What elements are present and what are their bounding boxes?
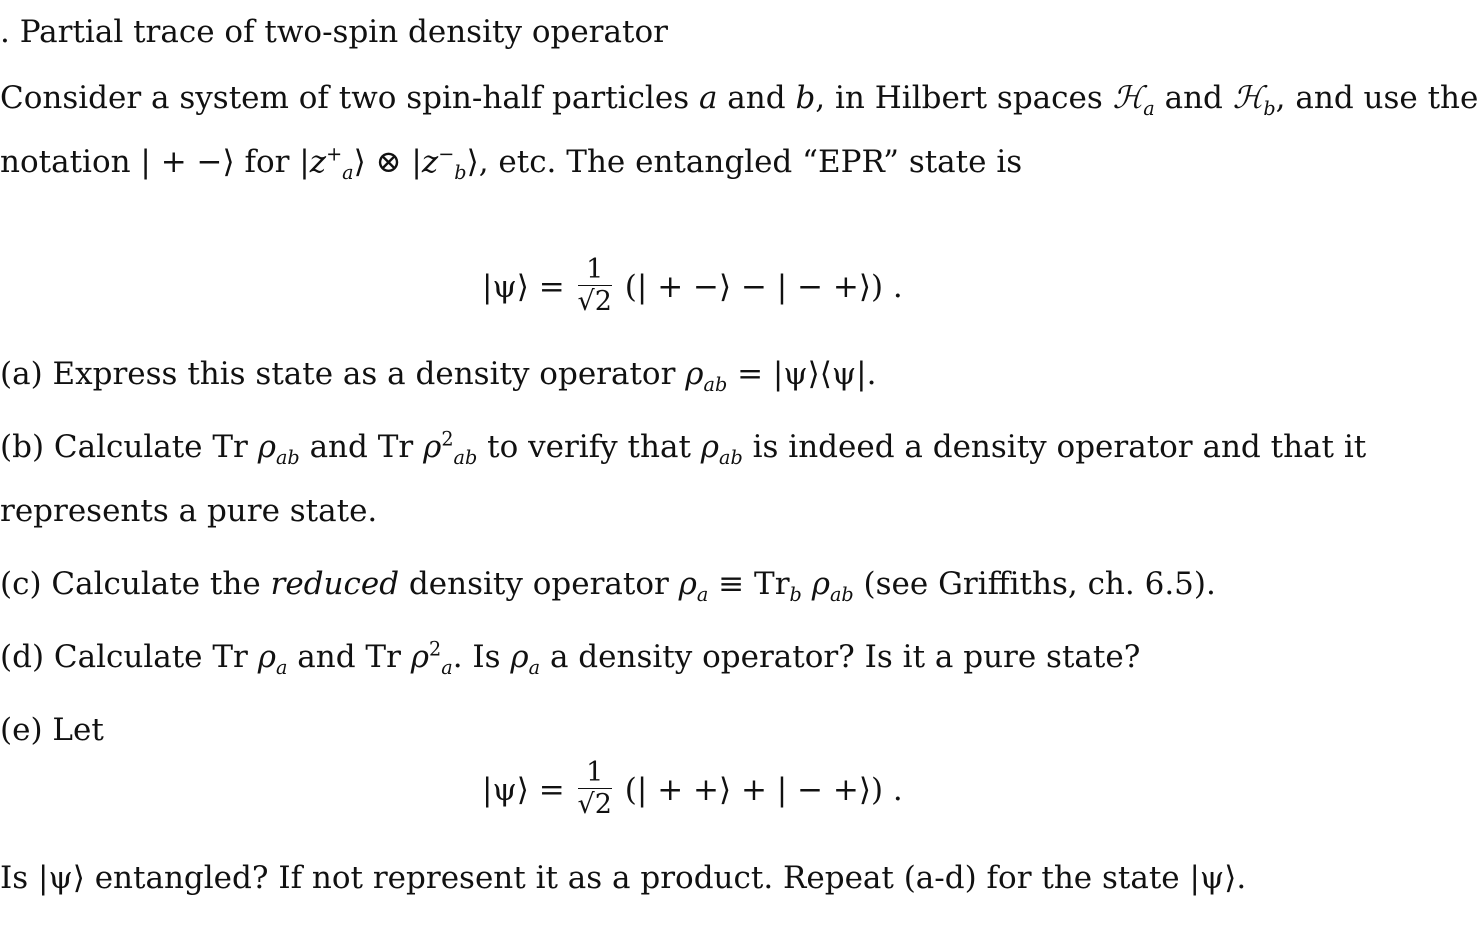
intro-line-1: Consider a system of two spin-half particles a and b, in Hilbert spaces ℋ$_a$ and ℋ$_b$, and use the	[0, 80, 1478, 121]
question-a: (a) Express this state as a density operator $\rho_{ab}$ = |ψ⟩⟨ψ|.	[0, 356, 877, 397]
question-d: (d) Calculate Tr $\rho_a$ and Tr $\rho^2_a$. Is $\rho_a$ a density operator? Is it a pure state?	[0, 637, 1141, 680]
question-b: (b) Calculate Tr $\rho_{ab}$ and Tr $\rho^2_{ab}$ to verify that $\rho_{ab}$ is indeed a density operator and that it	[0, 427, 1367, 470]
question-e-followup: Is |ψ⟩ entangled? If not represent it as a product. Repeat (a-d) for the state |ψ⟩.	[0, 860, 1247, 896]
question-b-continued: represents a pure state.	[0, 493, 378, 529]
fraction: $\frac{1}{√2}$	[577, 254, 612, 317]
intro-line-2: notation | + −⟩ for $|z^+_a⟩$ ⊗ $|z^-_b⟩$, etc. The entangled “EPR” state is	[0, 142, 1023, 185]
epr-state-equation: |ψ⟩ = $\frac{1}{√2}$ (| + −⟩ − | − +⟩) .	[482, 254, 903, 317]
question-e: (e) Let	[0, 712, 104, 748]
problem-title: . Partial trace of two-spin density operator	[0, 14, 668, 50]
question-c: (c) Calculate the reduced density operator $\rho_a \equiv Tr_b$ $\rho_{ab}$ (see Griffiths, ch. 6.5).	[0, 566, 1216, 607]
fraction: $\frac{1}{√2}$	[577, 757, 612, 820]
product-state-equation: |ψ⟩ = $\frac{1}{√2}$ (| + +⟩ + | − +⟩) .	[482, 757, 903, 820]
